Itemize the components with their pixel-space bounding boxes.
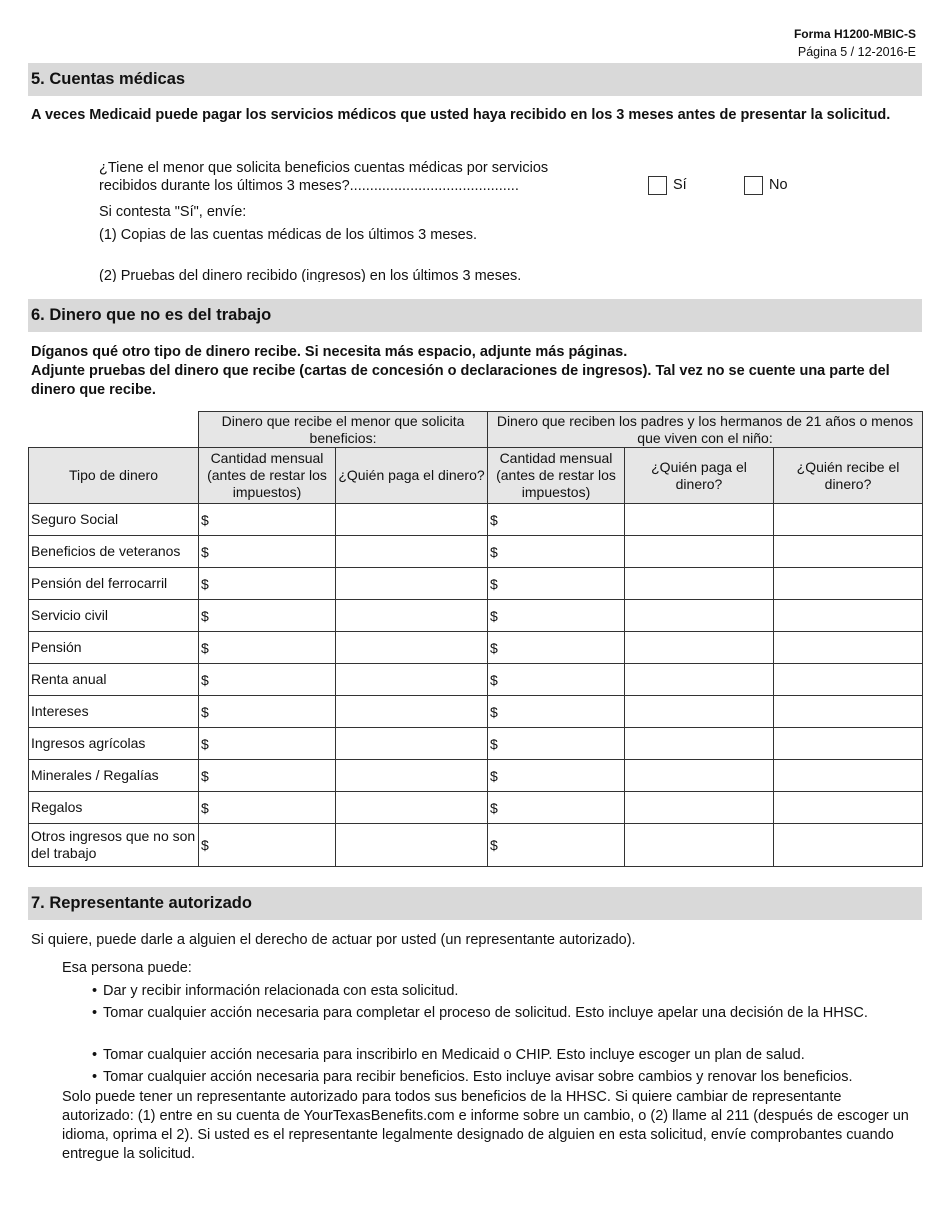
- non-work-income-table: [28, 411, 923, 867]
- send-item-2: (2) Pruebas del dinero recibido (ingresos) en los últimos 3 meses.: [99, 268, 522, 282]
- parents-payer-input[interactable]: [625, 632, 774, 664]
- table-row: [29, 824, 923, 867]
- income-type-cell: Regalos: [29, 792, 199, 824]
- parents-recipient-input[interactable]: [774, 632, 923, 664]
- child-amount-input[interactable]: $: [199, 568, 336, 600]
- section-7-closing: Solo puede tener un representante autorizado para todos sus beneficios de la HHSC. Si quiere cambiar de representante autorizado: (1) entre en su cuenta de YourTexasBenefits.com e informe sobre un cambio, o (2) llame al 211 (después de escoger un idioma, oprima el 2). Si usted es el representante legalmente designado de alguien en esta solicitud, envíe comprobantes cuando entregue la solicitud.: [62, 1089, 909, 1162]
- income-type-cell: Seguro Social: [29, 504, 199, 536]
- table-row: [29, 600, 923, 632]
- parents-payer-input[interactable]: [625, 568, 774, 600]
- parents-amount-input[interactable]: $: [488, 536, 625, 568]
- parents-recipient-input[interactable]: [774, 792, 923, 824]
- table-row: [29, 664, 923, 696]
- table-row: [29, 792, 923, 824]
- parents-recipient-input[interactable]: [774, 760, 923, 792]
- parents-amount-input[interactable]: $: [488, 792, 625, 824]
- child-payer-input[interactable]: [336, 664, 488, 696]
- parents-amount-input[interactable]: $: [488, 760, 625, 792]
- group-header-child: Dinero que recibe el menor que solicita beneficios:: [199, 412, 488, 448]
- child-amount-input[interactable]: $: [199, 728, 336, 760]
- parents-recipient-input[interactable]: [774, 568, 923, 600]
- income-type-cell: Servicio civil: [29, 600, 199, 632]
- section-5-header: [28, 63, 922, 96]
- parents-amount-input[interactable]: $: [488, 504, 625, 536]
- bills-no-checkbox[interactable]: [744, 176, 763, 195]
- section-5-intro: A veces Medicaid puede pagar los servicios médicos que usted haya recibido en los 3 meses antes de presentar la solicitud.: [31, 107, 891, 123]
- bullet-item: • Tomar cualquier acción necesaria para recibir beneficios. Esto incluye avisar sobre cambios y renovar los beneficios.: [92, 1069, 853, 1085]
- bills-yes-label: Sí: [673, 177, 687, 193]
- child-amount-input[interactable]: $: [199, 792, 336, 824]
- bullet-icon: •: [92, 983, 98, 999]
- parents-payer-input[interactable]: [625, 696, 774, 728]
- bullet-icon: •: [92, 1069, 98, 1085]
- child-payer-input[interactable]: [336, 696, 488, 728]
- parents-payer-input[interactable]: [625, 760, 774, 792]
- child-payer-input[interactable]: [336, 504, 488, 536]
- section-6-intro-1: Díganos qué otro tipo de dinero recibe. Si necesita más espacio, adjunte más páginas.: [31, 344, 628, 360]
- section-6-title: 6. Dinero que no es del trabajo: [31, 306, 272, 324]
- send-item-1: (1) Copias de las cuentas médicas de los últimos 3 meses.: [99, 227, 477, 243]
- parents-payer-input[interactable]: [625, 728, 774, 760]
- child-amount-input[interactable]: $: [199, 504, 336, 536]
- col-header-type: Tipo de dinero: [29, 448, 199, 504]
- parents-payer-input[interactable]: [625, 504, 774, 536]
- parents-recipient-input[interactable]: [774, 728, 923, 760]
- section-6-header: [28, 299, 922, 332]
- parents-amount-input[interactable]: $: [488, 696, 625, 728]
- child-payer-input[interactable]: [336, 792, 488, 824]
- child-amount-input[interactable]: $: [199, 536, 336, 568]
- table-row: [29, 696, 923, 728]
- child-amount-input[interactable]: $: [199, 824, 336, 867]
- income-type-cell: Pensión: [29, 632, 199, 664]
- child-payer-input[interactable]: [336, 824, 488, 867]
- bullet-item: • Tomar cualquier acción necesaria para inscribirlo en Medicaid o CHIP. Esto incluye escoger un plan de salud.: [92, 1047, 805, 1063]
- child-payer-input[interactable]: [336, 728, 488, 760]
- page-info: Página 5 / 12-2016-E: [797, 45, 916, 59]
- section-7-title: 7. Representante autorizado: [31, 894, 252, 912]
- parents-amount-input[interactable]: $: [488, 632, 625, 664]
- child-payer-input[interactable]: [336, 536, 488, 568]
- parents-amount-input[interactable]: $: [488, 824, 625, 867]
- parents-amount-input[interactable]: $: [488, 728, 625, 760]
- table-corner: [29, 412, 199, 448]
- col-header-amount-parents: Cantidad mensual (antes de restar los impuestos): [488, 448, 625, 504]
- col-header-who-receives: ¿Quién recibe el dinero?: [774, 448, 923, 504]
- child-amount-input[interactable]: $: [199, 632, 336, 664]
- parents-recipient-input[interactable]: [774, 664, 923, 696]
- child-payer-input[interactable]: [336, 632, 488, 664]
- parents-payer-input[interactable]: [625, 824, 774, 867]
- section-7-lead: Esa persona puede:: [62, 960, 192, 976]
- child-payer-input[interactable]: [336, 760, 488, 792]
- section-7-header: [28, 887, 922, 920]
- income-type-cell: Ingresos agrícolas: [29, 728, 199, 760]
- col-header-who-pays-child: ¿Quién paga el dinero?: [336, 448, 488, 504]
- child-amount-input[interactable]: $: [199, 760, 336, 792]
- child-payer-input[interactable]: [336, 600, 488, 632]
- income-type-cell: Otros ingresos que no son del trabajo: [29, 824, 199, 867]
- income-type-cell: Minerales / Regalías: [29, 760, 199, 792]
- section-5-title: 5. Cuentas médicas: [31, 70, 186, 88]
- table-row: [29, 760, 923, 792]
- income-type-cell: Beneficios de veteranos: [29, 536, 199, 568]
- income-type-cell: Pensión del ferrocarril: [29, 568, 199, 600]
- parents-recipient-input[interactable]: [774, 504, 923, 536]
- if-yes-instruction: Si contesta "Sí", envíe:: [99, 204, 247, 220]
- parents-amount-input[interactable]: $: [488, 600, 625, 632]
- parents-payer-input[interactable]: [625, 536, 774, 568]
- table-row: [29, 568, 923, 600]
- col-header-who-pays-parents: ¿Quién paga el dinero?: [625, 448, 774, 504]
- parents-amount-input[interactable]: $: [488, 664, 625, 696]
- form-id: Forma H1200-MBIC-S: [793, 27, 916, 41]
- income-type-cell: Intereses: [29, 696, 199, 728]
- parents-payer-input[interactable]: [625, 600, 774, 632]
- bills-question-line2: recibidos durante los últimos 3 meses?..........................................: [99, 178, 519, 194]
- bills-no-label: No: [769, 177, 788, 193]
- bullet-icon: •: [92, 1005, 98, 1021]
- bullet-icon: •: [92, 1047, 98, 1063]
- parents-recipient-input[interactable]: [774, 824, 923, 867]
- section-7-intro: Si quiere, puede darle a alguien el derecho de actuar por usted (un representante autorizado).: [31, 932, 636, 948]
- child-amount-input[interactable]: $: [199, 664, 336, 696]
- parents-recipient-input[interactable]: [774, 600, 923, 632]
- table-row: [29, 728, 923, 760]
- parents-recipient-input[interactable]: [774, 696, 923, 728]
- table-row: [29, 632, 923, 664]
- parents-amount-input[interactable]: $: [488, 568, 625, 600]
- income-type-cell: Renta anual: [29, 664, 199, 696]
- group-header-parents: Dinero que reciben los padres y los hermanos de 21 años o menos que viven con el niño:: [488, 412, 923, 448]
- bullet-item: • Dar y recibir información relacionada con esta solicitud.: [92, 983, 459, 999]
- col-header-amount-child: Cantidad mensual (antes de restar los impuestos): [199, 448, 336, 504]
- child-amount-input[interactable]: $: [199, 696, 336, 728]
- child-amount-input[interactable]: $: [199, 600, 336, 632]
- parents-recipient-input[interactable]: [774, 536, 923, 568]
- child-payer-input[interactable]: [336, 568, 488, 600]
- bills-yes-checkbox[interactable]: [648, 176, 667, 195]
- section-6-intro-2: Adjunte pruebas del dinero que recibe (cartas de concesión o declaraciones de ingresos). Tal vez no se cuente una parte del dinero que recibe.: [31, 363, 890, 398]
- table-row: [29, 536, 923, 568]
- bills-question-line1: ¿Tiene el menor que solicita beneficios cuentas médicas por servicios: [99, 160, 549, 176]
- parents-payer-input[interactable]: [625, 792, 774, 824]
- parents-payer-input[interactable]: [625, 664, 774, 696]
- table-row: [29, 504, 923, 536]
- bullet-item: • Tomar cualquier acción necesaria para completar el proceso de solicitud. Esto incluye apelar una decisión de la HHSC.: [92, 1005, 868, 1021]
